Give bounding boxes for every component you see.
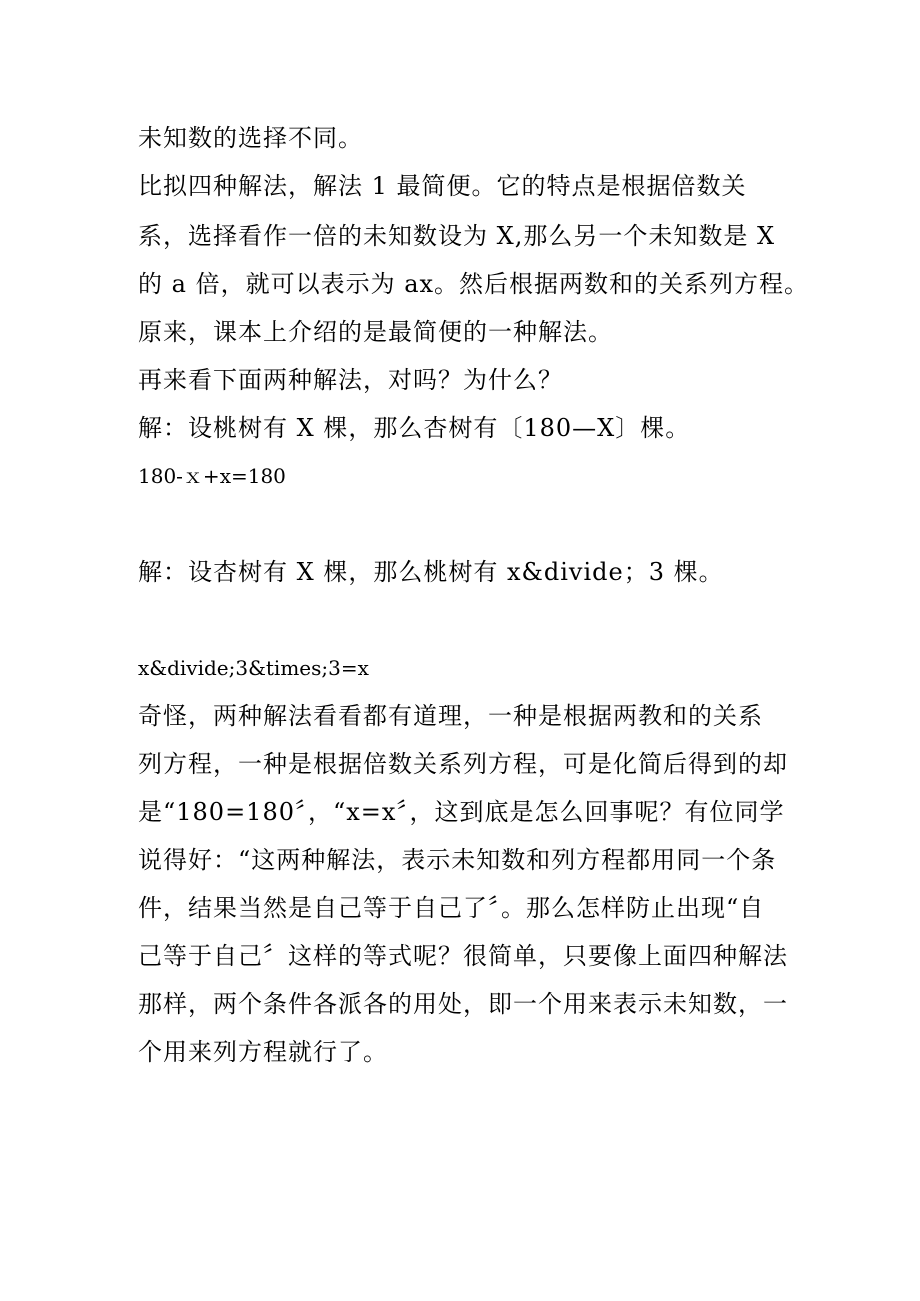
text-line: 未知数的选择不同。: [138, 124, 363, 152]
text-line: 的 a 倍，就可以表示为 ax。然后根据两数和的关系列方程。: [138, 270, 810, 298]
text-line: 解：设桃树有 X 棵，那么杏树有〔180—X〕棵。: [138, 414, 691, 442]
text-line: 个用来列方程就行了。: [138, 1038, 388, 1066]
equation-line: x&divide;3&times;3=x: [138, 656, 369, 680]
text-line: 解：设杏树有 X 棵，那么桃树有 x&divide；3 棵。: [138, 558, 724, 586]
text-line: 说得好：“这两种解法，表示未知数和列方程都用同一个条: [138, 846, 777, 874]
text-line: 己等于自己〞这样的等式呢？很简单，只要像上面四种解法: [138, 942, 788, 970]
text-line: 再来看下面两种解法，对吗？为什么？: [138, 366, 563, 394]
text-line: 奇怪，两种解法看看都有道理，一种是根据两教和的关系: [138, 702, 763, 730]
equation-line: 180-ｘ+x=180: [138, 464, 286, 488]
text-line: 是“180=180〞，“x=x〞，这到底是怎么回事呢？有位同学: [138, 798, 785, 826]
text-line: 件，结果当然是自己等于自己了〞。那么怎样防止出现“自: [138, 894, 765, 922]
text-line: 比拟四种解法，解法 1 最简便。它的特点是根据倍数关: [138, 172, 747, 200]
text-line: 系，选择看作一倍的未知数设为 X,那么另一个未知数是 X: [138, 222, 776, 250]
text-line: 那样，两个条件各派各的用处，即一个用来表示未知数，一: [138, 990, 788, 1018]
text-line: 原来，课本上介绍的是最简便的一种解法。: [138, 318, 613, 346]
text-line: 列方程，一种是根据倍数关系列方程，可是化简后得到的却: [138, 750, 788, 778]
